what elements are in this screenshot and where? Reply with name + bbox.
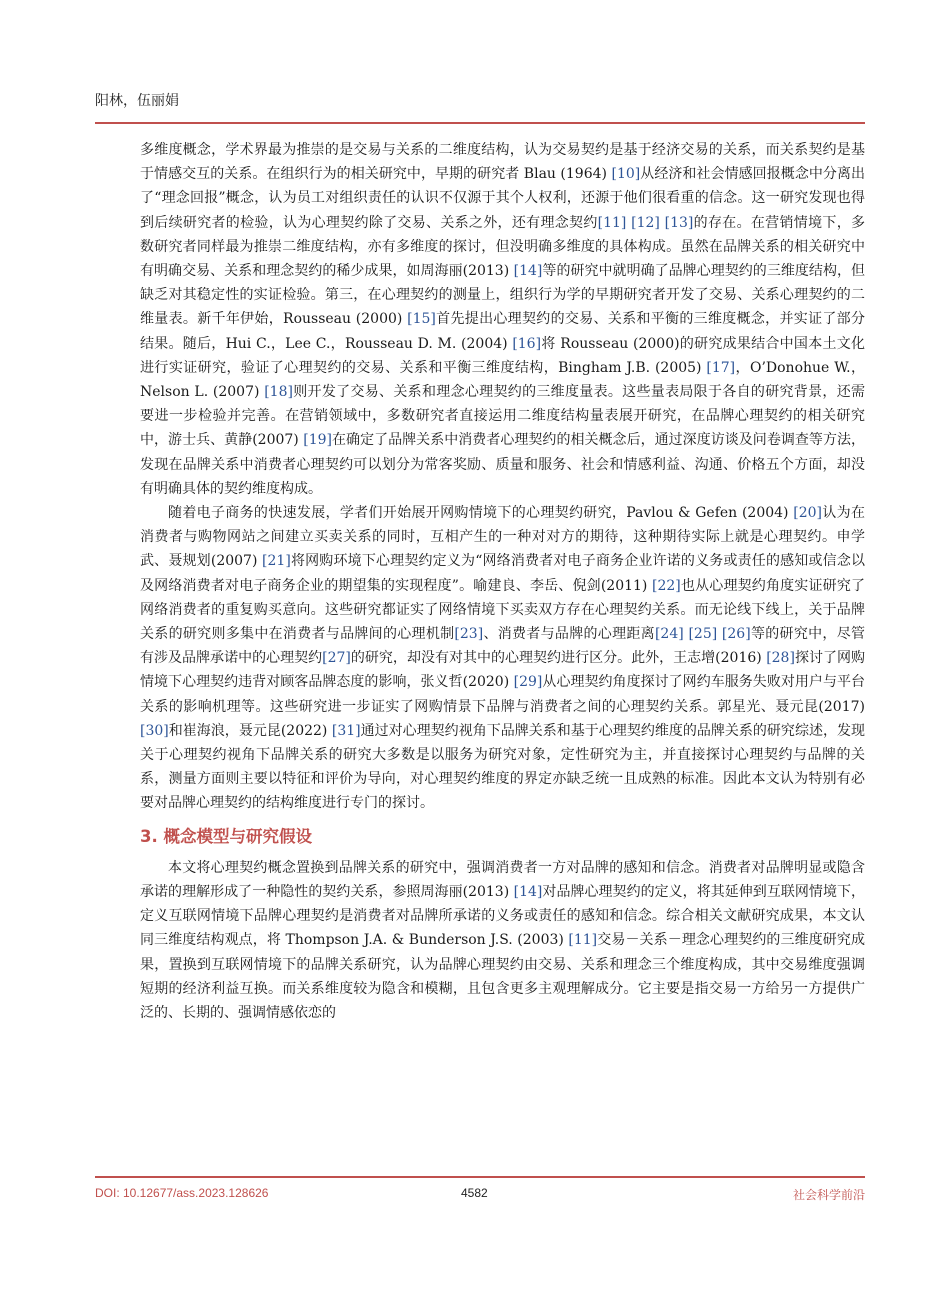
body-text: 交易－关系－理念心理契约的三维度研究成果，置换到互联网情境下的品牌关系研究，认为品牌心理契约由交易、关系和理念三个维度构成，其中交易维度强调短期的经济利益互换。而关系维度较为隐含和模糊，且包含更多主观理解成分。它主要是指交易一方给另一方提供广泛的、长期的、强调情感依恋的: [140, 932, 865, 1021]
paragraph: [140, 856, 865, 1025]
running-header-authors: 阳林，伍丽娟: [95, 93, 179, 109]
citation-link[interactable]: [18]: [264, 384, 293, 401]
citation-link[interactable]: [14]: [513, 263, 543, 280]
body-text: 从心理契约角度探讨了网约车服务失败对用户与平台关系的影响机理等。这些研究进一步证实了网购情景下品牌与消费者之间的心理契约关系。郭星光、聂元昆(2017): [140, 674, 865, 715]
body-text: 等的研究中，尽管有涉及品牌承诺中的心理契约: [140, 626, 866, 667]
body-text: 、消费者与品牌的心理距离: [483, 626, 655, 643]
body-text: 多维度概念，学术界最为推崇的是交易与关系的二维度结构，认为交易契约是基于经济交易的关系，而关系契约是基于情感交互的关系。在组织行为的相关研究中，早期的研究者 Blau (1964): [140, 142, 865, 183]
body-text: 本文将心理契约概念置换到品牌关系的研究中，强调消费者一方对品牌的感知和信念。消费者对品牌明显或隐含承诺的理解形成了一种隐性的契约关系，参照周海丽(2013): [140, 859, 865, 900]
citation-link[interactable]: [24] [25] [26]: [654, 626, 751, 643]
body-text: 对品牌心理契约的定义，将其延伸到互联网情境下，定义互联网情境下品牌心理契约是消费者对品牌所承诺的义务或责任的感知和信念。综合相关文献研究成果，本文认同三维度结构观点，将 Thompson J.A. & Bunderson J.S. (2003): [140, 883, 865, 949]
body-text: 的存在。在营销情境下，多数研究者同样最为推崇二维度结构，亦有多维度的探讨，但没明确多维度的具体构成。虽然在品牌关系的相关研究中有明确交易、关系和理念契约的稀少成果，如周海丽(2013): [140, 214, 865, 280]
citation-link[interactable]: [30]: [140, 722, 169, 739]
citation-link[interactable]: [20]: [793, 505, 823, 522]
body-text: 认为在消费者与购物网站之间建立买卖关系的同时，互相产生的一种对对方的期待，这种期待实际上就是心理契约。申学武、聂规划(2007): [140, 505, 865, 570]
body-text: 首先提出心理契约的交易、关系和平衡的三维度概念，并实证了部分结果。随后，Hui C.，Lee C.，Rousseau D. M. (2004): [140, 311, 865, 352]
body-text: 等的研究中就明确了品牌心理契约的三维度结构，但缺乏对其稳定性的实证检验。第三，在心理契约的测量上，组织行为学的早期研究者开发了交易、关系心理契约的二维量表。新千年伊始，Rousseau (2000): [140, 263, 865, 328]
journal-name: 社会科学前沿: [792, 1188, 865, 1202]
body-text: 也从心理契约角度实证研究了网络消费者的重复购买意向。这些研究都证实了网络情境下买卖双方存在心理契约关系。而无论线下线上，关于品牌关系的研究则多集中在消费者与品牌间的心理机制: [140, 577, 865, 643]
citation-link[interactable]: [14]: [513, 883, 543, 900]
citation-link[interactable]: [27]: [322, 650, 351, 667]
body-text: 在确定了品牌关系中消费者心理契约的相关概念后，通过深度访谈及问卷调查等方法，发现在品牌关系中消费者心理契约可以划分为常客奖励、质量和服务、社会和情感利益、沟通、价格五个方面，却没有明确具体的契约维度构成。: [140, 432, 865, 497]
body-text: 的研究，却没有对其中的心理契约进行区分。此外，王志增(2016): [350, 650, 767, 667]
header-divider: [95, 122, 865, 124]
citation-link[interactable]: [23]: [454, 626, 484, 643]
body-text: 则开发了交易、关系和理念心理契约的三维度量表。这些量表局限于各自的研究背景，还需要进一步检验并完善。在营销领域中，多数研究者直接运用二维度结构量表展开研究，在品牌心理契约的相关研究中，游士兵、黄静(2007): [140, 384, 866, 449]
citation-link[interactable]: [21]: [262, 553, 291, 570]
citation-link[interactable]: [11]: [568, 932, 598, 949]
citation-link[interactable]: [11] [12] [13]: [597, 214, 694, 231]
doi-link[interactable]: DOI: 10.12677/ass.2023.128626: [95, 1186, 269, 1200]
body-text: 通过对心理契约视角下品牌关系和基于心理契约维度的品牌关系的研究综述，发现关于心理契约视角下品牌关系的研究大多数是以服务为研究对象，定性研究为主，并直接探讨心理契约与品牌的关系，测量方面则主要以特征和评价为导向，对心理契约维度的界定亦缺乏统一且成熟的标准。因此本文认为特别有必要对品牌心理契约的结构维度进行专门的探讨。: [140, 722, 865, 812]
footer-divider: [95, 1176, 865, 1178]
paragraph: [140, 138, 865, 501]
body-text: 随着电子商务的快速发展，学者们开始展开网购情境下的心理契约研究，Pavlou & Gefen (2004): [168, 505, 794, 522]
citation-link[interactable]: [28]: [766, 650, 795, 667]
paragraph: [140, 501, 865, 816]
body-text: 将网购环境下心理契约定义为“网络消费者对电子商务企业许诺的义务或责任的感知或信念以及网络消费者对电子商务企业的期望集的实现程度”。喻建良、李岳、倪剑(2011): [140, 553, 865, 594]
section-heading: 3. 概念模型与研究假设: [140, 826, 312, 846]
page-number: 4582: [461, 1186, 488, 1200]
citation-link[interactable]: [29]: [513, 674, 543, 691]
article-body: [140, 138, 865, 1025]
body-text: 和崔海浪，聂元昆(2022): [168, 722, 332, 739]
citation-link[interactable]: [19]: [303, 432, 332, 449]
citation-link[interactable]: [15]: [407, 311, 436, 328]
citation-link[interactable]: [22]: [652, 577, 681, 594]
citation-link[interactable]: [31]: [331, 722, 361, 739]
body-text: 探讨了网购情境下心理契约违背对顾客品牌态度的影响，张义哲(2020): [140, 650, 865, 691]
body-text: ，O’Donohue W.，Nelson L. (2007): [140, 359, 866, 401]
body-text: 从经济和社会情感回报概念中分离出了“理念回报”概念，认为员工对组织责任的认识不仅源于其个人权利，还源于他们很看重的信念。这一研究发现也得到后续研究者的检验，认为心理契约除了交易、关系之外，还有理念契约: [140, 166, 866, 231]
body-text: 将 Rousseau (2000)的研究成果结合中国本土文化进行实证研究，验证了心理契约的交易、关系和平衡三维度结构，Bingham J.B. (2005): [140, 335, 865, 376]
citation-link[interactable]: [16]: [512, 335, 542, 352]
citation-link[interactable]: [10]: [611, 166, 641, 183]
citation-link[interactable]: [17]: [706, 359, 736, 376]
